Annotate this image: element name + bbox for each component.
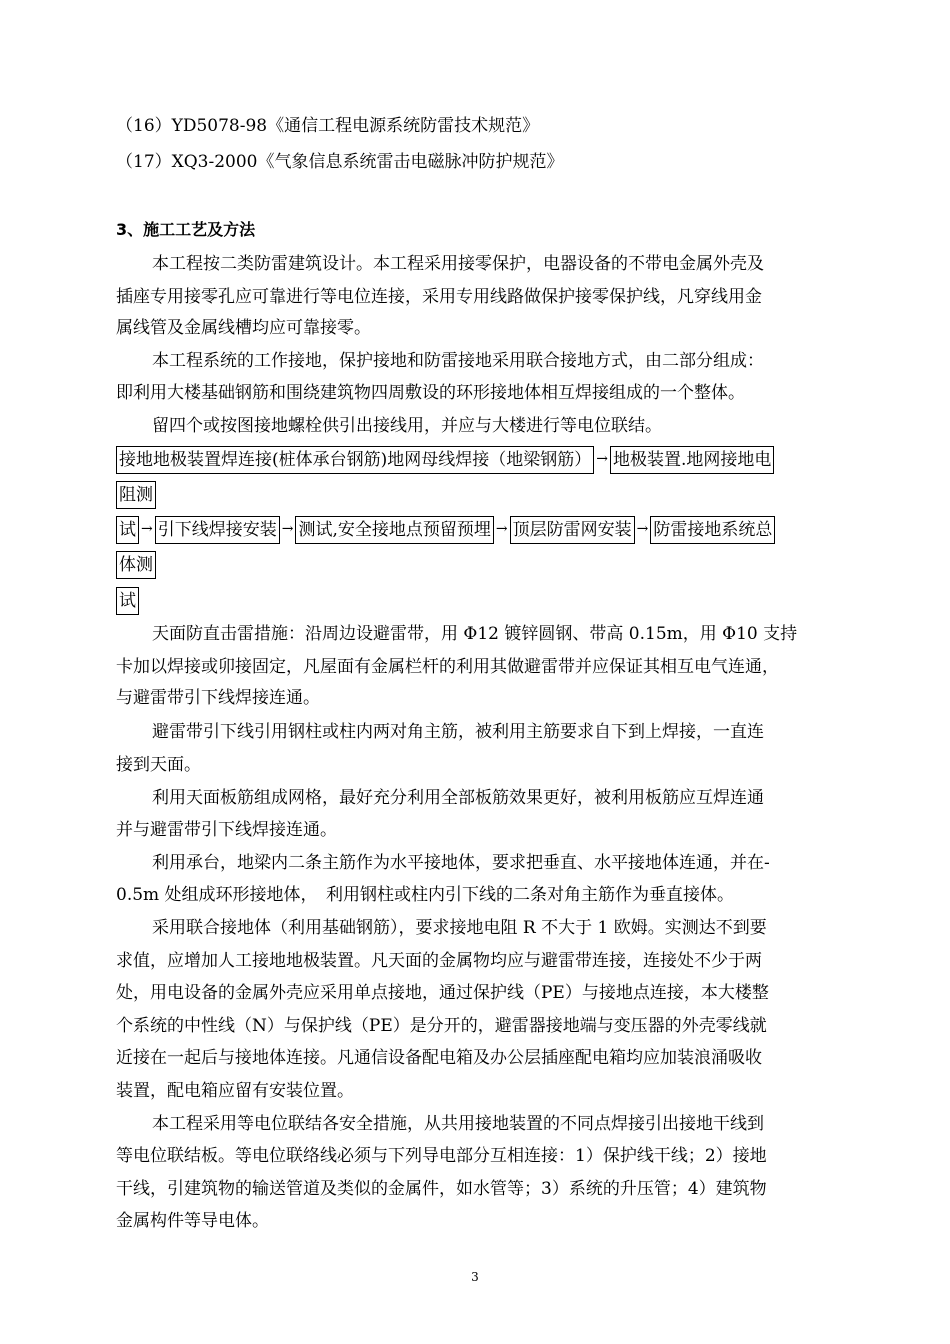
para9-line2: 等电位联结板。等电位联络线必须与下列导电部分互相连接：1）保护线干线；2）接地 bbox=[116, 1146, 767, 1166]
para7-line1: 利用承台，地梁内二条主筋作为水平接地体，要求把垂直、水平接地体连通，并在- bbox=[152, 853, 770, 873]
flow-row2 bbox=[116, 481, 156, 509]
para2-line2: 即利用大楼基础钢筋和围绕建筑物四周敷设的环形接地体相互焊接组成的一个整体。 bbox=[116, 383, 745, 403]
para8-line4: 个系统的中性线（N）与保护线（PE）是分开的，避雷器接地端与变压器的外壳零线就 bbox=[116, 1016, 767, 1036]
para8-line1: 采用联合接地体（利用基础钢筋），要求接地电阻 R 不大于 1 欧姆。实测达不到要 bbox=[152, 918, 767, 938]
flow-step-system-test-end: 试 bbox=[116, 587, 139, 615]
flow-arrow: → bbox=[596, 451, 608, 467]
flow-row1 bbox=[116, 446, 774, 474]
reference-16: （16）YD5078-98《通信工程电源系统防雷技术规范》 bbox=[116, 116, 540, 136]
para4-line1: 天面防直击雷措施：沿周边设避雷带，用 Φ12 镀锌圆钢、带高 0.15m，用 Φ10 支持 bbox=[152, 624, 798, 644]
para5-line1: 避雷带引下线引用钢柱或柱内两对角主筋，被利用主筋要求自下到上焊接，一直连 bbox=[152, 722, 764, 742]
flow-step-roof-net: 顶层防雷网安装 bbox=[510, 516, 635, 544]
para5-line2: 接到天面。 bbox=[116, 755, 201, 775]
para4-line2: 卡加以焊接或卯接固定，凡屋面有金属栏杆的利用其做避雷带并应保证其相互电气连通， bbox=[116, 657, 779, 677]
para9-line4: 金属构件等导电体。 bbox=[116, 1211, 269, 1231]
flow-arrow: → bbox=[495, 521, 508, 537]
para1-line3: 属线管及金属线槽均应可靠接零。 bbox=[116, 318, 371, 338]
para4-line3: 与避雷带引下线焊接连通。 bbox=[116, 688, 320, 708]
flow-row5 bbox=[116, 587, 139, 615]
para6-line1: 利用天面板筋组成网格，最好充分利用全部板筋效果更好，被利用板筋应互焊连通 bbox=[152, 788, 764, 808]
flow-step-grounding-weld: 接地地极装置焊连接(桩体承台钢筋)地网母线焊接（地梁钢筋） bbox=[116, 446, 594, 474]
para8-line6: 装置，配电箱应留有安装位置。 bbox=[116, 1081, 354, 1101]
flow-step-system-test-cont: 体测 bbox=[116, 551, 156, 579]
para3-line1: 留四个或按图接地螺栓供引出接线用，并应与大楼进行等电位联结。 bbox=[152, 416, 662, 436]
flow-step-downlead: 引下线焊接安装 bbox=[155, 516, 280, 544]
para7-line2: 0.5m 处组成环形接地体， 利用钢柱或柱内引下线的二条对角主筋作为垂直接体。 bbox=[116, 885, 735, 905]
flow-step-ground-resistance-end: 试 bbox=[116, 516, 139, 544]
para2-line1: 本工程系统的工作接地，保护接地和防雷接地采用联合接地方式，由二部分组成： bbox=[152, 351, 764, 371]
flow-step-system-test: 防雷接地系统总 bbox=[650, 516, 775, 544]
page-number: 3 bbox=[471, 1270, 479, 1284]
para1-line2: 插座专用接零孔应可靠进行等电位连接，采用专用线路做保护接零保护线，凡穿线用金 bbox=[116, 287, 762, 307]
para6-line2: 并与避雷带引下线焊接连通。 bbox=[116, 820, 337, 840]
flow-arrow: → bbox=[281, 521, 294, 537]
para1-line1: 本工程按二类防雷建筑设计。本工程采用接零保护，电器设备的不带电金属外壳及 bbox=[152, 254, 764, 274]
flow-step-test-reserve: 测试,安全接地点预留预埋 bbox=[295, 516, 493, 544]
flow-step-ground-resistance: 地极装置.地网接地电 bbox=[610, 446, 774, 474]
flow-row4 bbox=[116, 551, 156, 579]
flow-arrow: → bbox=[141, 521, 153, 537]
para8-line2: 求值，应增加人工接地地极装置。凡天面的金属物均应与避雷带连接，连接处不少于两 bbox=[116, 951, 762, 971]
reference-17: （17）XQ3-2000《气象信息系统雷击电磁脉冲防护规范》 bbox=[116, 152, 564, 172]
para8-line3: 处，用电设备的金属外壳应采用单点接地，通过保护线（PE）与接地点连接，本大楼整 bbox=[116, 983, 769, 1003]
para8-line5: 近接在一起后与接地体连接。凡通信设备配电箱及办公层插座配电箱均应加装浪涌吸收 bbox=[116, 1048, 762, 1068]
para9-line1: 本工程采用等电位联结各安全措施，从共用接地装置的不同点焊接引出接地干线到 bbox=[152, 1114, 764, 1134]
flow-row3 bbox=[116, 516, 775, 544]
para9-line3: 干线，引建筑物的输送管道及类似的金属件，如水管等；3）系统的升压管；4）建筑物 bbox=[116, 1179, 767, 1199]
flow-step-ground-resistance-cont: 阻测 bbox=[116, 481, 156, 509]
section-heading: 3、施工工艺及方法 bbox=[116, 220, 256, 239]
flow-arrow: → bbox=[636, 521, 649, 537]
